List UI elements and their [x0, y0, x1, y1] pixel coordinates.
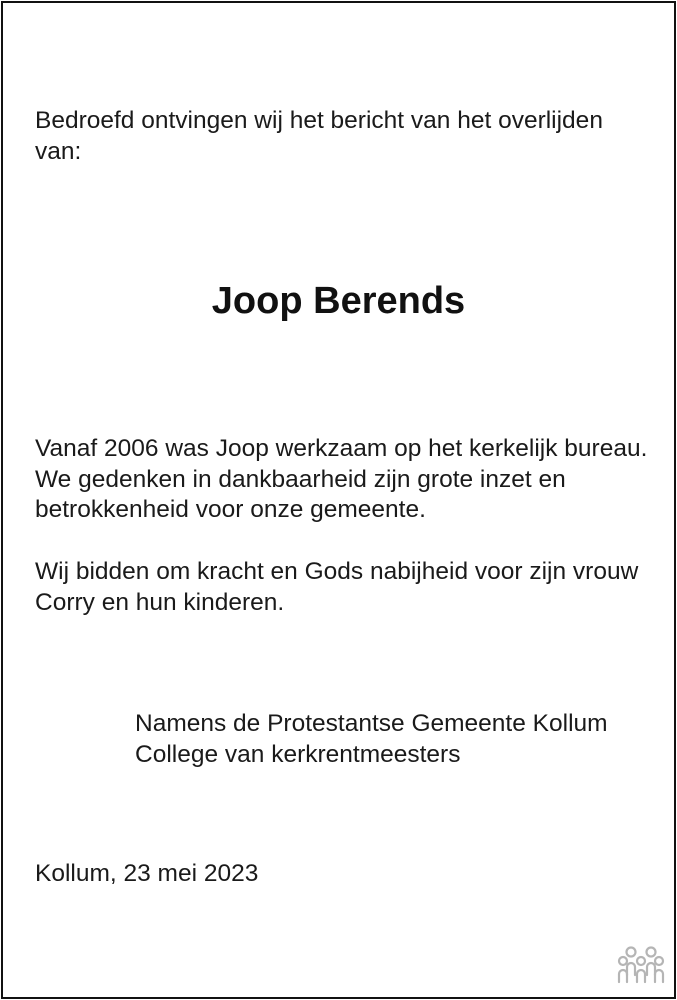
- signature-block: [135, 709, 608, 770]
- signature-organization: Namens de Protestantse Gemeente Kollum: [135, 710, 608, 737]
- intro-text: Bedroefd ontvingen wij het bericht van het overlijden van:: [35, 107, 603, 165]
- signature-committee: College van kerkrentmeesters: [135, 740, 461, 768]
- tribute-paragraph: Vanaf 2006 was Joop werkzaam op het kerkelijk bureau. We gedenken in dankbaarheid zijn grote inzet en betrokkenheid voor onze gemeente.: [35, 435, 648, 523]
- people-group-icon: [617, 945, 665, 985]
- deceased-name: Joop Berends: [211, 280, 466, 322]
- place-and-date: Kollum, 23 mei 2023: [35, 860, 259, 887]
- condolence-paragraph: Wij bidden om kracht en Gods nabijheid voor zijn vrouw Corry en hun kinderen.: [35, 558, 639, 616]
